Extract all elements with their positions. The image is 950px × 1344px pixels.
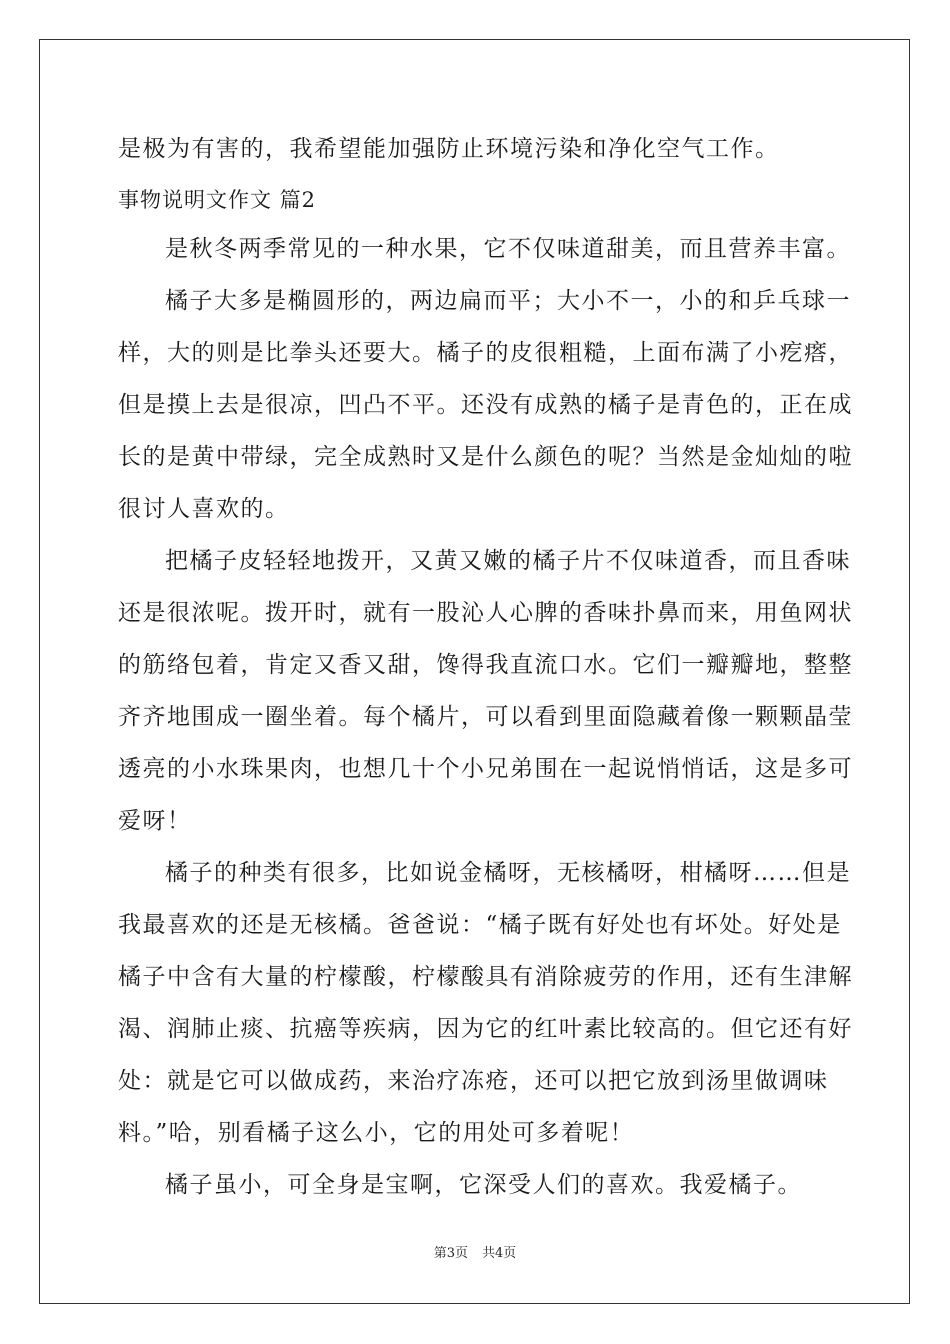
text-line: 料。”哈，别看橘子这么小，它的用处可多着呢！: [118, 1120, 635, 1146]
paragraph-line: 是秋冬两季常见的一种水果，它不仅味道甜美，而且营养丰富。: [165, 236, 851, 262]
paragraph-line: 橘子大多是椭圆形的，两边扁而平；大小不一，小的和乒乓球一: [165, 288, 851, 314]
text-line: 长的是黄中带绿，完全成熟时又是什么颜色的呢？当然是金灿灿的啦: [118, 444, 853, 470]
text-line: 橘子中含有大量的柠檬酸，柠檬酸具有消除疲劳的作用，还有生津解: [118, 964, 853, 990]
paragraph-line: 把橘子皮轻轻地拨开，又黄又嫩的橘子片不仅味道香，而且香味: [165, 548, 851, 574]
page-total: 共4页: [482, 1246, 517, 1261]
page-number: 第3页: [433, 1246, 468, 1261]
section-heading: 事物说明文作文 篇2: [118, 188, 317, 212]
text-line: 的筋络包着，肯定又香又甜，馋得我直流口水。它们一瓣瓣地，整整: [118, 652, 853, 678]
text-line: 很讨人喜欢的。: [118, 496, 290, 522]
text-line: 透亮的小水珠果肉，也想几十个小兄弟围在一起说悄悄话，这是多可: [118, 756, 853, 782]
text-line: 是极为有害的，我希望能加强防止环境污染和净化空气工作。: [118, 136, 780, 162]
text-line: 样，大的则是比拳头还要大。橘子的皮很粗糙，上面布满了小疙瘩，: [118, 340, 853, 366]
text-line: 齐齐地围成一圈坐着。每个橘片，可以看到里面隐藏着像一颗颗晶莹: [118, 704, 853, 730]
text-line: 我最喜欢的还是无核橘。爸爸说：“橘子既有好处也有坏处。好处是: [118, 912, 842, 938]
text-line: 渴、润肺止痰、抗癌等疾病，因为它的红叶素比较高的。但它还有好: [118, 1016, 853, 1042]
text-line: 爱呀！: [118, 808, 192, 834]
text-line: 但是摸上去是很凉，凹凸不平。还没有成熟的橘子是青色的，正在成: [118, 392, 853, 418]
text-line: 处：就是它可以做成药，来治疗冻疮，还可以把它放到汤里做调味: [118, 1068, 829, 1094]
text-line: 还是很浓呢。拨开时，就有一股沁人心脾的香味扑鼻而来，用鱼网状: [118, 600, 853, 626]
paragraph-line: 橘子的种类有很多，比如说金橘呀，无核橘呀，柑橘呀……但是: [165, 860, 851, 886]
paragraph-line: 橘子虽小，可全身是宝啊，它深受人们的喜欢。我爱橘子。: [165, 1172, 802, 1198]
page-footer: [0, 1246, 950, 1262]
